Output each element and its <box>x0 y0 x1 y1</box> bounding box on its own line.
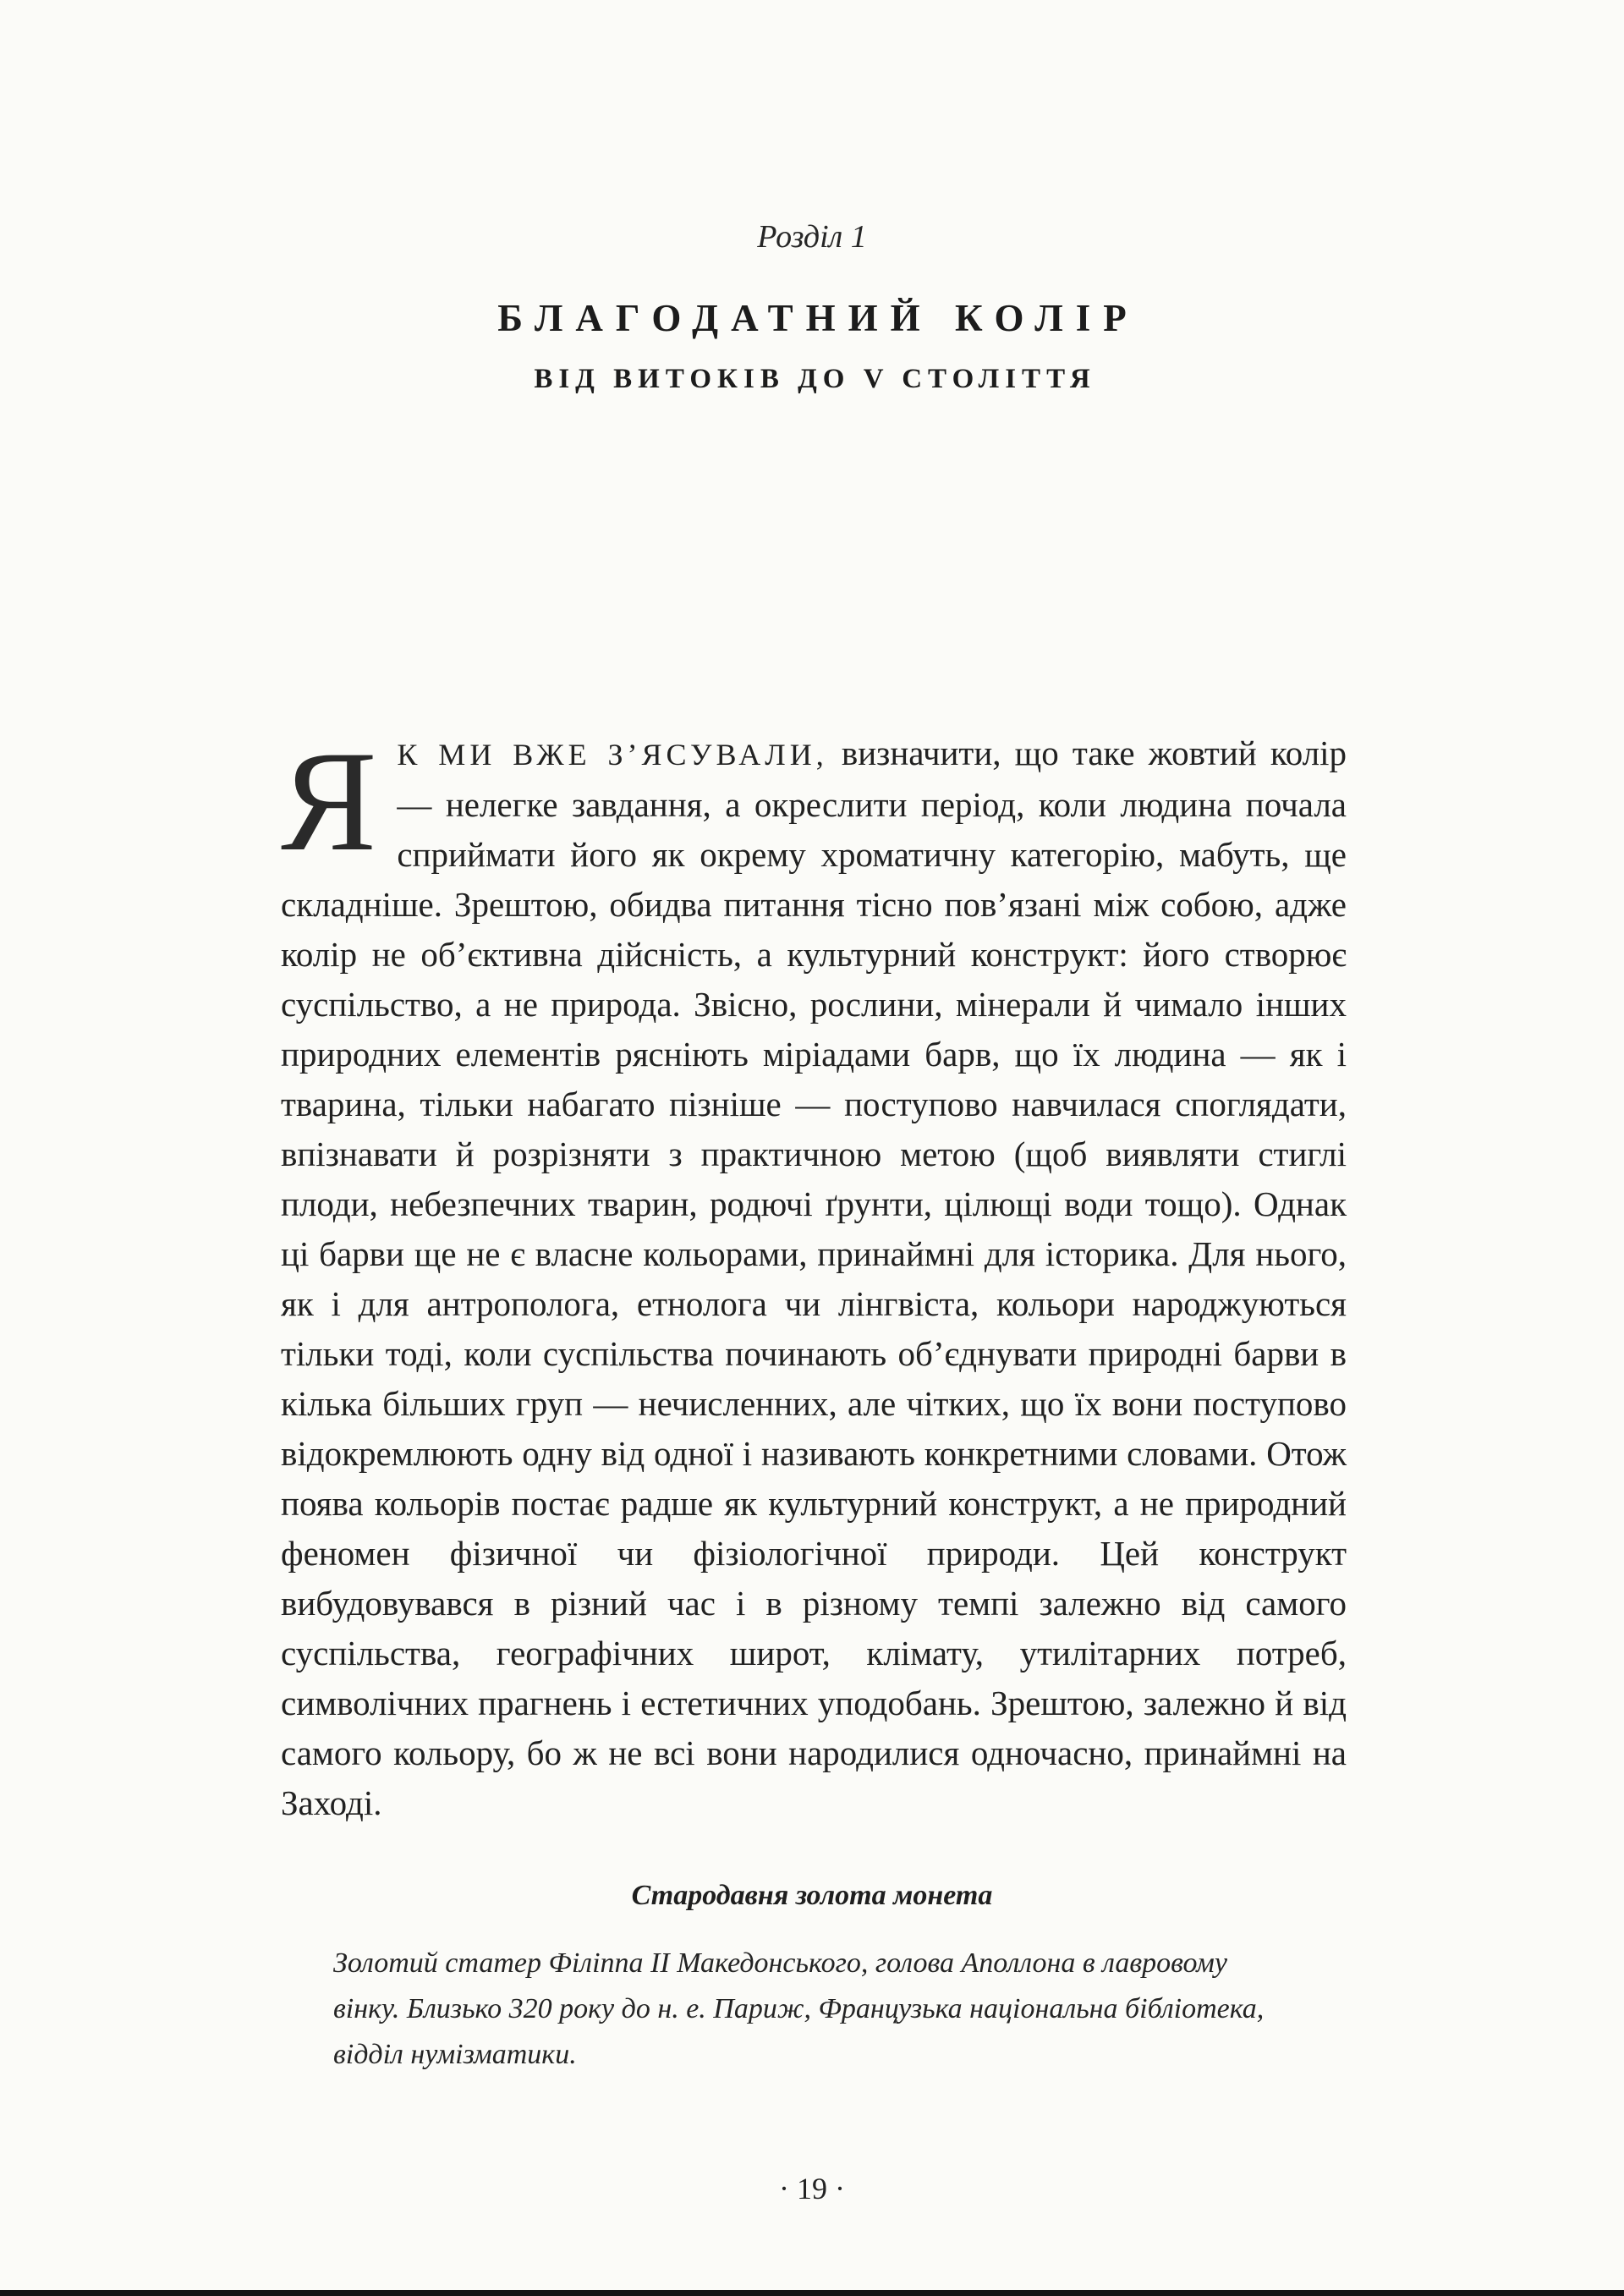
drop-cap: Я <box>281 722 377 881</box>
figure-caption-text: Золотий статер Філіппа II Македонського, голова Аполлона в лавровому вінку. Близько 320 року до н. е. Париж, Французька національна бібліотека, відділ нумізматики. <box>333 1947 1265 2070</box>
chapter-subtitle: ВІД ВИТОКІВ ДО V СТОЛІТТЯ <box>534 364 1096 394</box>
figure-caption-title: Стародавня золота монета <box>631 1880 993 1911</box>
chapter-title: БЛАГОДАТНИЙ КОЛІР <box>497 297 1139 339</box>
paragraph-text: визначити, що таке жовтий колір — нелегке завдання, а окреслити період, коли людина почала сприймати його як окрему хроматичну категорію, мабуть, ще складніше. Зрештою, обидва питання тісно пов’язані між собою, адже колір не об’єктивна дійсність, а культурний конструкт: його створює суспільство, а не природа. Звісно, рослини, мінерали й чимало інших природних елементів рясніють міріадами барв, що їх людина — як і тварина, тільки набагато пізніше — поступово навчилася споглядати, впізнавати й розрізняти з практичною метою (щоб виявляти стиглі плоди, небезпечних тварин, родючі ґрунти, цілющі води тощо). Однак ці барви ще не є власне кольорами, принаймні для історика. Для нього, як і для антрополога, етнолога чи лінгвіста, кольори народжуються тільки тоді, коли суспільства починають об’єднувати природні барви в кілька більших груп — нечисленних, але чітких, що їх вони поступово відокремлюють одну від одної і називають конкретними словами. Отож поява кольорів постає радше як культурний конструкт, а не природний феномен фізичної чи фізіологічної природи. Цей конструкт вибудовувався в різний час і в різному темпі залежно від самого суспільства, географічних широт, клімату, утилітарних потреб, символічних прагнень і естетичних уподобань. Зрештою, залежно й від самого кольору, бо ж не всі вони народилися одночасно, принаймні на Заході. <box>281 733 1347 1822</box>
chapter-label: Розділ 1 <box>757 219 867 255</box>
lead-smallcaps-text: К МИ ВЖЕ З’ЯСУВАЛИ, <box>397 738 828 772</box>
page-number: · 19 · <box>779 2172 845 2205</box>
body-paragraph <box>281 722 1347 1828</box>
page-bottom-edge <box>0 2290 1624 2296</box>
